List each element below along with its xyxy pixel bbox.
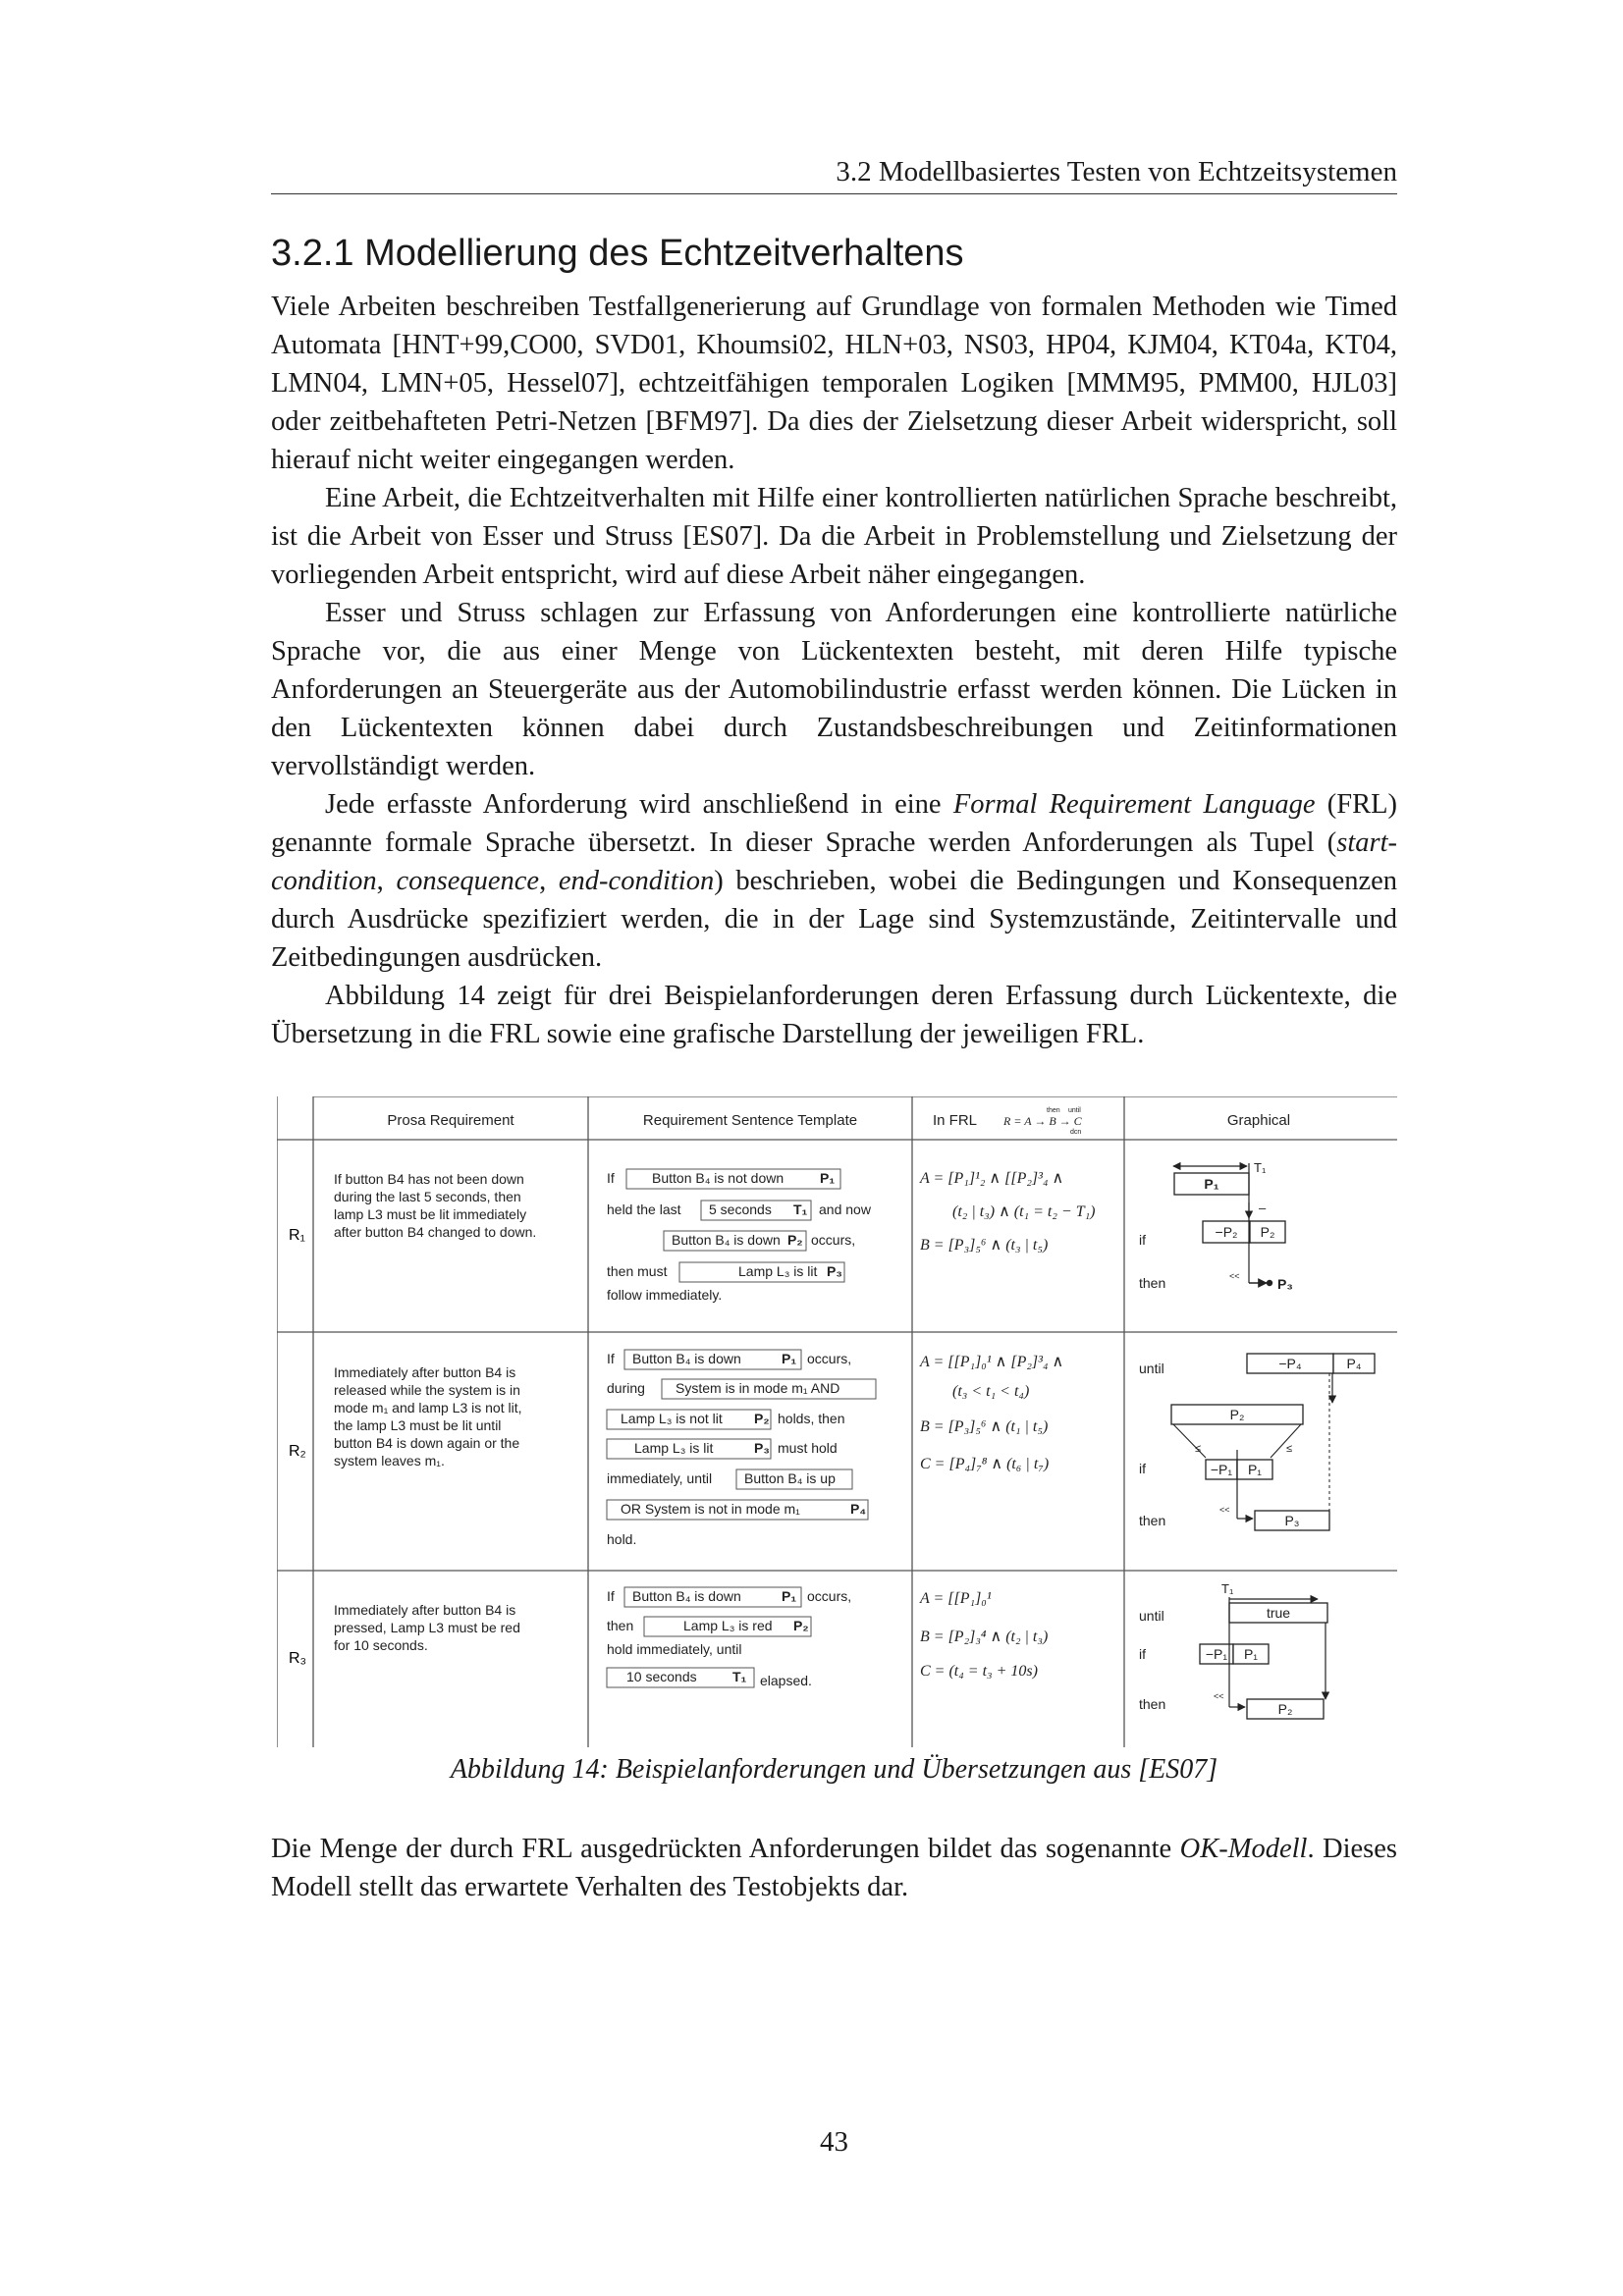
lt-label: << [1229, 1271, 1240, 1281]
state-label: P₁ [1204, 1176, 1219, 1192]
row-id: R₁ [289, 1227, 305, 1244]
row-id: R₃ [289, 1650, 307, 1667]
template-slot: 5 seconds [709, 1201, 772, 1217]
text-run: Die Menge der durch FRL ausgedrückten Anforderungen bildet das sogenannte [271, 1834, 1180, 1864]
col-header-frl-dcn: dcn [1070, 1129, 1082, 1136]
frl-formula: (t₂ | t₃) ∧ (t₁ = t₂ − T₁) [952, 1203, 1096, 1220]
frl-formula: B = [P₂]₃⁴ ∧ (t₂ | t₃) [920, 1629, 1049, 1645]
template-text: If [607, 1588, 615, 1604]
template-label: P₁ [820, 1170, 836, 1186]
prosa-line: button B4 is down again or the [334, 1435, 520, 1451]
body-text [271, 288, 1397, 1053]
state-label: P₂ [1260, 1224, 1275, 1240]
template-text: occurs, [807, 1588, 852, 1604]
text-run: (FRL) genannte formale Sprache übersetzt. In dieser Sprache werden Anforderungen als Tupel ( [271, 789, 1397, 858]
until-label: until [1139, 1361, 1164, 1376]
if-label: if [1139, 1232, 1146, 1248]
template-text: elapsed. [760, 1673, 812, 1688]
term-end-condition: end-condition [558, 866, 715, 896]
frl-formula: A = [P₁]¹₂ ∧ [[P₂]³₄ ∧ [920, 1170, 1064, 1187]
state-label: P₄ [1346, 1356, 1362, 1371]
template-label: P₂ [793, 1618, 809, 1633]
template-text: immediately, until [607, 1470, 713, 1486]
template-label: P₃ [754, 1440, 770, 1456]
text-run: ) beschrieben, wobei die Bedingungen und Konsequenzen durch Ausdrücke spezifiziert werden, die in der Lage sind Systemzustände, Zeitintervalle und Zeitbedingungen ausdrücken. [271, 866, 1398, 973]
col-header-template: Requirement Sentence Template [642, 1112, 858, 1129]
timer-label: T₁ [1221, 1581, 1234, 1596]
frl-formula: (t₃ < t₁ < t₄) [952, 1383, 1030, 1400]
state-label: −P₄ [1278, 1356, 1302, 1371]
template-slot: System is in mode m₁ AND [676, 1380, 840, 1396]
template-slot: OR System is not in mode m₁ [621, 1501, 800, 1517]
template-label: P₄ [850, 1501, 867, 1517]
template-label: P₃ [827, 1263, 842, 1279]
paragraph: Esser und Struss schlagen zur Erfassung von Anforderungen eine kontrollierte natürliche Sprache vor, die aus einer Menge von Lückentexten besteht, mit deren Hilfe typische Anforderungen an Steuergeräte aus der Automobilindustrie erfasst werden können. Die Lücken in den Lückentexten können dabei durch Zustandsbeschreibungen und Zeitinformationen vervollständigt werden. [271, 598, 1397, 781]
template-slot: Lamp L₃ is lit [634, 1440, 714, 1456]
prosa-line: the lamp L3 must be lit until [334, 1417, 502, 1433]
prosa-line: released while the system is in [334, 1382, 520, 1398]
prosa-line: If button B4 has not been down [334, 1171, 524, 1187]
state-label: −P₁ [1210, 1462, 1233, 1477]
col-header-frl-formula: R = A → B → C [1003, 1114, 1082, 1128]
col-header-frl-until: until [1068, 1107, 1081, 1114]
closing-paragraph [271, 1830, 1397, 1906]
template-slot: 10 seconds [626, 1669, 697, 1684]
text-run: . Dieses Modell stellt das erwartete Verhalten des Testobjekts dar. [271, 1834, 1398, 1902]
template-slot: Button B₄ is down [632, 1351, 741, 1366]
dash-label: – [1259, 1201, 1267, 1215]
frl-formula: B = [P₃]₅⁶ ∧ (t₁ | t₅) [920, 1418, 1049, 1435]
template-text: occurs, [807, 1351, 852, 1366]
paragraph-frl [271, 785, 1397, 977]
state-label: −P₂ [1215, 1224, 1238, 1240]
template-text: follow immediately. [607, 1287, 723, 1303]
if-label: if [1139, 1461, 1146, 1476]
col-header-graphical: Graphical [1226, 1112, 1291, 1129]
template-label: T₁ [732, 1669, 747, 1684]
row-id: R₂ [289, 1443, 306, 1460]
text-run: , [376, 866, 397, 896]
term-consequence: consequence [396, 866, 540, 896]
lt-label: << [1219, 1505, 1230, 1515]
template-text: If [607, 1170, 615, 1186]
state-label: P₂ [1229, 1407, 1245, 1422]
template-text: held the last [607, 1201, 681, 1217]
template-text: during [607, 1380, 645, 1396]
timer-label: T₁ [1254, 1160, 1267, 1175]
state-label: P₂ [1277, 1701, 1293, 1717]
prosa-line: pressed, Lamp L3 must be red [334, 1620, 520, 1635]
paragraph [271, 1830, 1397, 1906]
template-text: occurs, [811, 1232, 856, 1248]
template-text: holds, then [778, 1411, 845, 1426]
prosa-line: mode m₁ and lamp L3 is not lit, [334, 1400, 522, 1415]
le-label: ≤ [1286, 1443, 1293, 1455]
template-slot: Button B₄ is down [672, 1232, 781, 1248]
then-label: then [1139, 1696, 1166, 1712]
template-text: If [607, 1351, 615, 1366]
template-slot: Lamp L₃ is lit [738, 1263, 818, 1279]
state-label: P₃ [1284, 1513, 1300, 1528]
until-label: until [1139, 1608, 1164, 1624]
paragraph: Viele Arbeiten beschreiben Testfallgenerierung auf Grundlage von formalen Methoden wie Timed Automata [HNT+99,CO00, SVD01, Khoumsi02, HLN+03, NS03, HP04, KJM04, KT04a, KT04, LMN04, LMN+05, Hessel07], echtzeitfähigen temporalen Logiken [MMM95, PMM00, HJL03] oder zeitbehafteten Petri-Netzen [BFM97]. Da dies der Zielsetzung dieser Arbeit widerspricht, soll hierauf nicht weiter eingegangen werden. [271, 292, 1397, 475]
template-label: P₂ [754, 1411, 770, 1426]
template-text: hold. [607, 1531, 637, 1547]
col-header-frl-then: then [1047, 1107, 1060, 1114]
frl-formula: C = (t₄ = t₃ + 10s) [920, 1663, 1038, 1680]
state-label: true [1266, 1605, 1291, 1621]
prosa-line: during the last 5 seconds, then [334, 1189, 521, 1204]
template-text: must hold [778, 1440, 838, 1456]
term-start-condition: start-condition [271, 828, 1397, 896]
template-text: then [607, 1618, 634, 1633]
then-label: then [1139, 1513, 1166, 1528]
paragraph: Abbildung 14 zeigt für drei Beispielanforderungen deren Erfassung durch Lückentexte, die Übersetzung in die FRL sowie eine grafische Darstellung der jeweiligen FRL. [271, 981, 1397, 1049]
text-run: Jede erfasste Anforderung wird anschließend in eine [325, 789, 953, 820]
template-label: P₂ [787, 1232, 803, 1248]
template-slot: Lamp L₃ is not lit [621, 1411, 723, 1426]
template-text: and now [819, 1201, 871, 1217]
prosa-line: system leaves m₁. [334, 1453, 445, 1468]
paragraph: Eine Arbeit, die Echtzeitverhalten mit Hilfe einer kontrollierten natürlichen Sprache beschreibt, ist die Arbeit von Esser und Struss [ES07]. Da die Arbeit in Problemstellung und Zielsetzung der vorliegenden Arbeit entspricht, wird auf diese Arbeit näher eingegangen. [271, 483, 1397, 590]
section-title: 3.2.1 Modellierung des Echtzeitverhaltens [271, 233, 964, 274]
frl-formula: A = [[P₁]₀¹ [920, 1590, 992, 1607]
if-label: if [1139, 1646, 1146, 1662]
state-label: P₁ [1247, 1462, 1263, 1477]
state-label: P₁ [1243, 1646, 1259, 1662]
prosa-line: for 10 seconds. [334, 1637, 428, 1653]
template-slot: Button B₄ is up [744, 1470, 836, 1486]
template-slot: Button B₄ is down [632, 1588, 741, 1604]
lt-label: << [1214, 1691, 1224, 1701]
term-ok-modell: OK-Modell [1179, 1834, 1308, 1864]
figure-requirements-table [277, 1096, 1397, 1747]
le-label: ≤ [1195, 1443, 1202, 1455]
template-label: T₁ [793, 1201, 808, 1217]
prosa-line: after button B4 changed to down. [334, 1224, 537, 1240]
frl-formula: B = [P₃]₅⁶ ∧ (t₃ | t₅) [920, 1237, 1049, 1254]
prosa-line: Immediately after button B4 is [334, 1602, 516, 1618]
template-label: P₁ [782, 1351, 797, 1366]
template-text: then must [607, 1263, 668, 1279]
text-run: , [539, 866, 559, 896]
figure-caption: Abbildung 14: Beispielanforderungen und Übersetzungen aus [ES07] [450, 1754, 1218, 1785]
col-header-frl: In FRL [933, 1112, 978, 1129]
frl-formula: C = [P₄]₇⁸ ∧ (t₆ | t₇) [920, 1456, 1050, 1472]
template-slot: Button B₄ is not down [652, 1170, 784, 1186]
state-label: P₃ [1277, 1276, 1293, 1292]
state-label: −P₁ [1205, 1646, 1228, 1662]
running-header: 3.2 Modellbasiertes Testen von Echtzeitsystemen [271, 153, 1397, 194]
then-label: then [1139, 1275, 1166, 1291]
template-text: hold immediately, until [607, 1641, 742, 1657]
frl-formula: A = [[P₁]₀¹ ∧ [P₂]³₄ ∧ [920, 1354, 1064, 1370]
col-header-prosa: Prosa Requirement [387, 1112, 514, 1129]
template-label: P₁ [782, 1588, 797, 1604]
prosa-line: lamp L3 must be lit immediately [334, 1206, 527, 1222]
page-number: 43 [820, 2126, 848, 2158]
template-slot: Lamp L₃ is red [683, 1618, 773, 1633]
prosa-line: Immediately after button B4 is [334, 1364, 516, 1380]
term-frl: Formal Requirement Language [952, 789, 1316, 820]
